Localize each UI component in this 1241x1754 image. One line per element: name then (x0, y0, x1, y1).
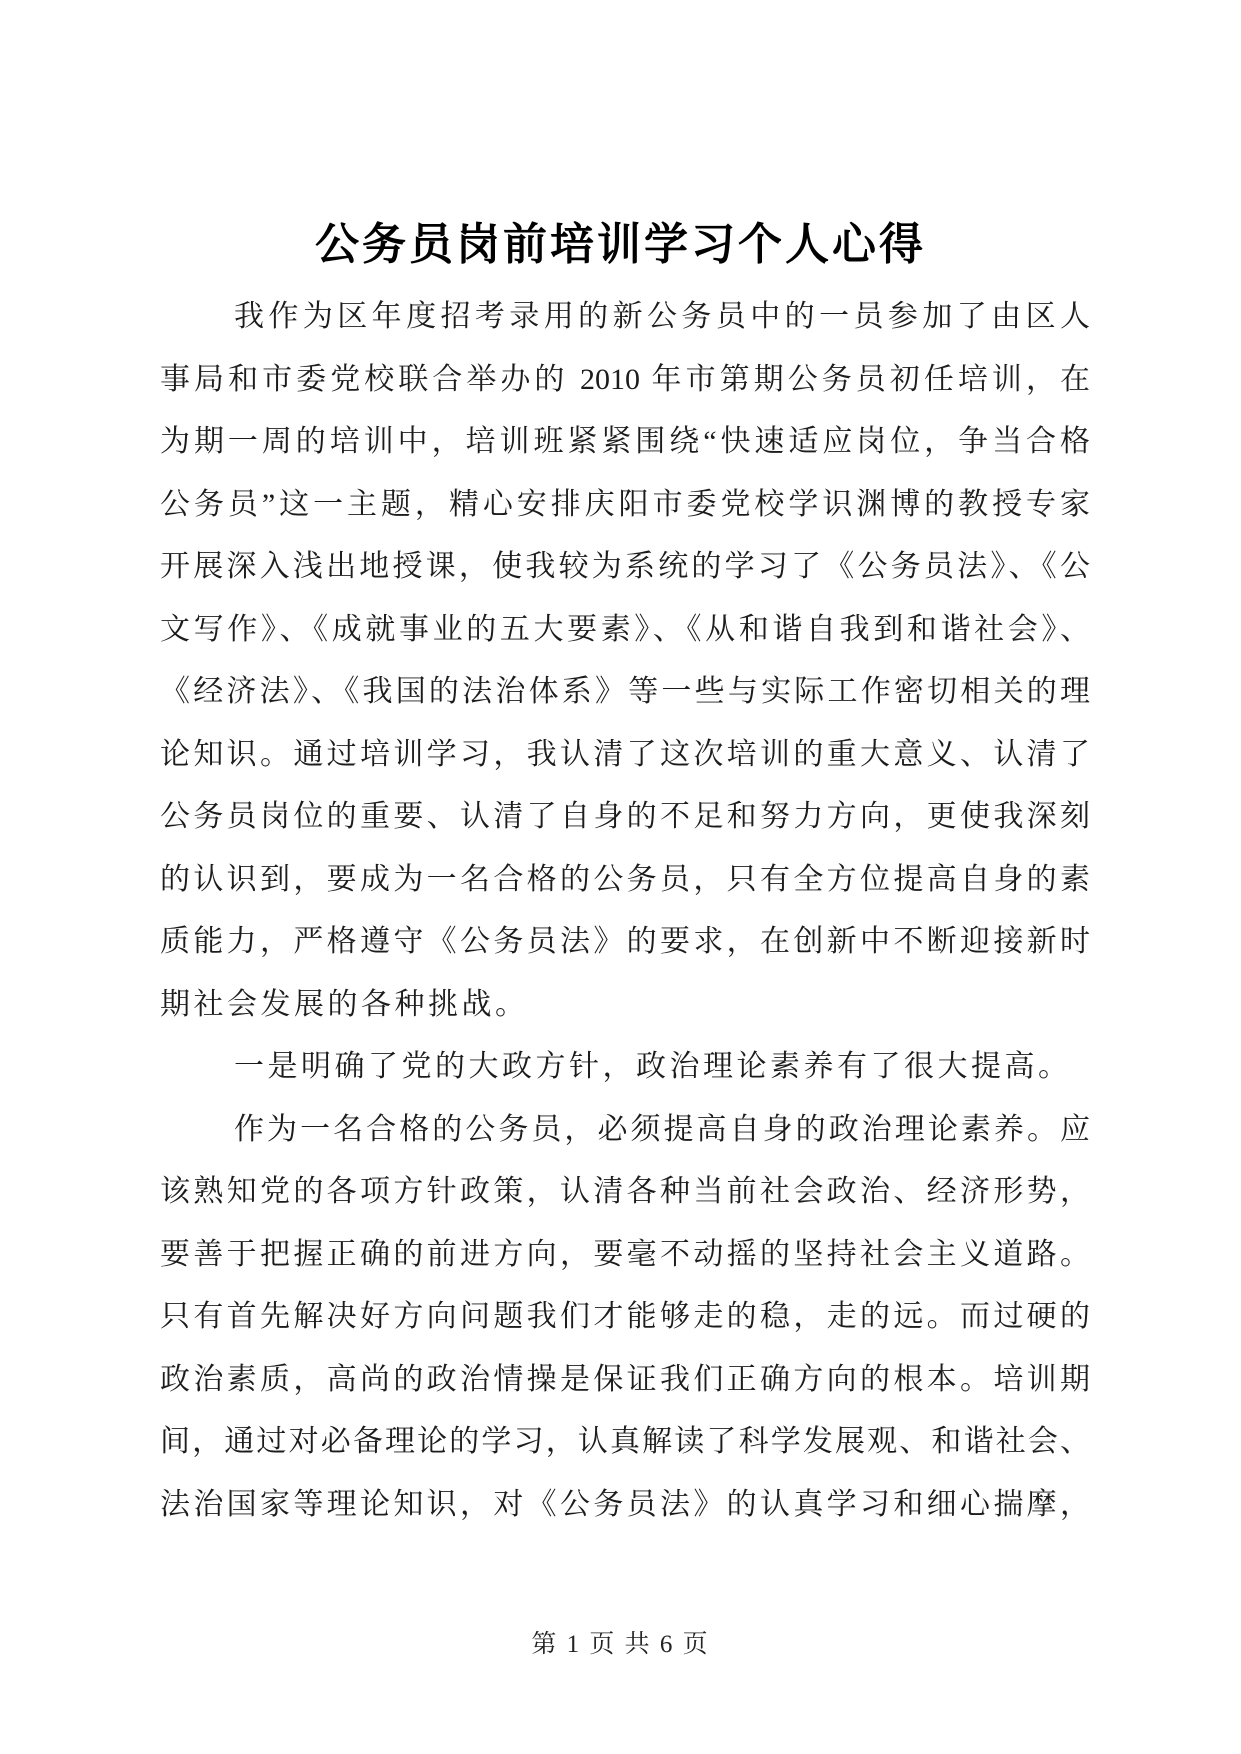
text-line: 开展深入浅出地授课，使我较为系统的学习了《公务员法》、《公 (160, 550, 1090, 583)
document-title: 公务员岗前培训学习个人心得 (315, 220, 926, 269)
text-line: 文写作》、《成就事业的五大要素》、《从和谐自我到和谐社会》、 (160, 612, 1090, 646)
page-footer: 第 1 页 共 6 页 (531, 1631, 710, 1658)
text-line: 该熟知党的各项方针政策，认清各种当前社会政治、经济形势， (160, 1175, 1090, 1208)
text-line: 公务员岗位的重要、认清了自身的不足和努力方向，更使我深刻 (160, 800, 1090, 833)
text-line: 期社会发展的各种挑战。 (160, 987, 529, 1021)
text-line: 只有首先解决好方向问题我们才能够走的稳，走的远。而过硬的 (160, 1300, 1090, 1333)
text-line: 质能力，严格遵守《公务员法》的要求，在创新中不断迎接新时 (160, 925, 1090, 958)
text-line: 我作为区年度招考录用的新公务员中的一员参加了由区人 (234, 300, 1090, 333)
text-line: 公务员”这一主题，精心安排庆阳市委党校学识渊博的教授专家 (160, 487, 1090, 521)
text-line: 法治国家等理论知识，对《公务员法》的认真学习和细心揣摩， (160, 1487, 1090, 1521)
text-line: 论知识。通过培训学习，我认清了这次培训的重大意义、认清了 (160, 737, 1090, 771)
text-line: 要善于把握正确的前进方向，要毫不动摇的坚持社会主义道路。 (160, 1237, 1090, 1271)
document-body (160, 286, 1090, 1536)
text-line: 政治素质，高尚的政治情操是保证我们正确方向的根本。培训期 (160, 1362, 1090, 1396)
text-line: 的认识到，要成为一名合格的公务员，只有全方位提高自身的素 (160, 862, 1090, 896)
text-line: 《经济法》、《我国的法治体系》等一些与实际工作密切相关的理 (160, 675, 1090, 708)
text-line: 一是明确了党的大政方针，政治理论素养有了很大提高。 (234, 1050, 1072, 1083)
text-line: 间，通过对必备理论的学习，认真解读了科学发展观、和谐社会、 (160, 1425, 1090, 1458)
text-line: 作为一名合格的公务员，必须提高自身的政治理论素养。应 (234, 1112, 1090, 1146)
text-line: 事局和市委党校联合举办的 2010 年市第期公务员初任培训，在 (160, 362, 1090, 396)
text-line: 为期一周的培训中，培训班紧紧围绕“快速适应岗位，争当合格 (160, 425, 1090, 458)
